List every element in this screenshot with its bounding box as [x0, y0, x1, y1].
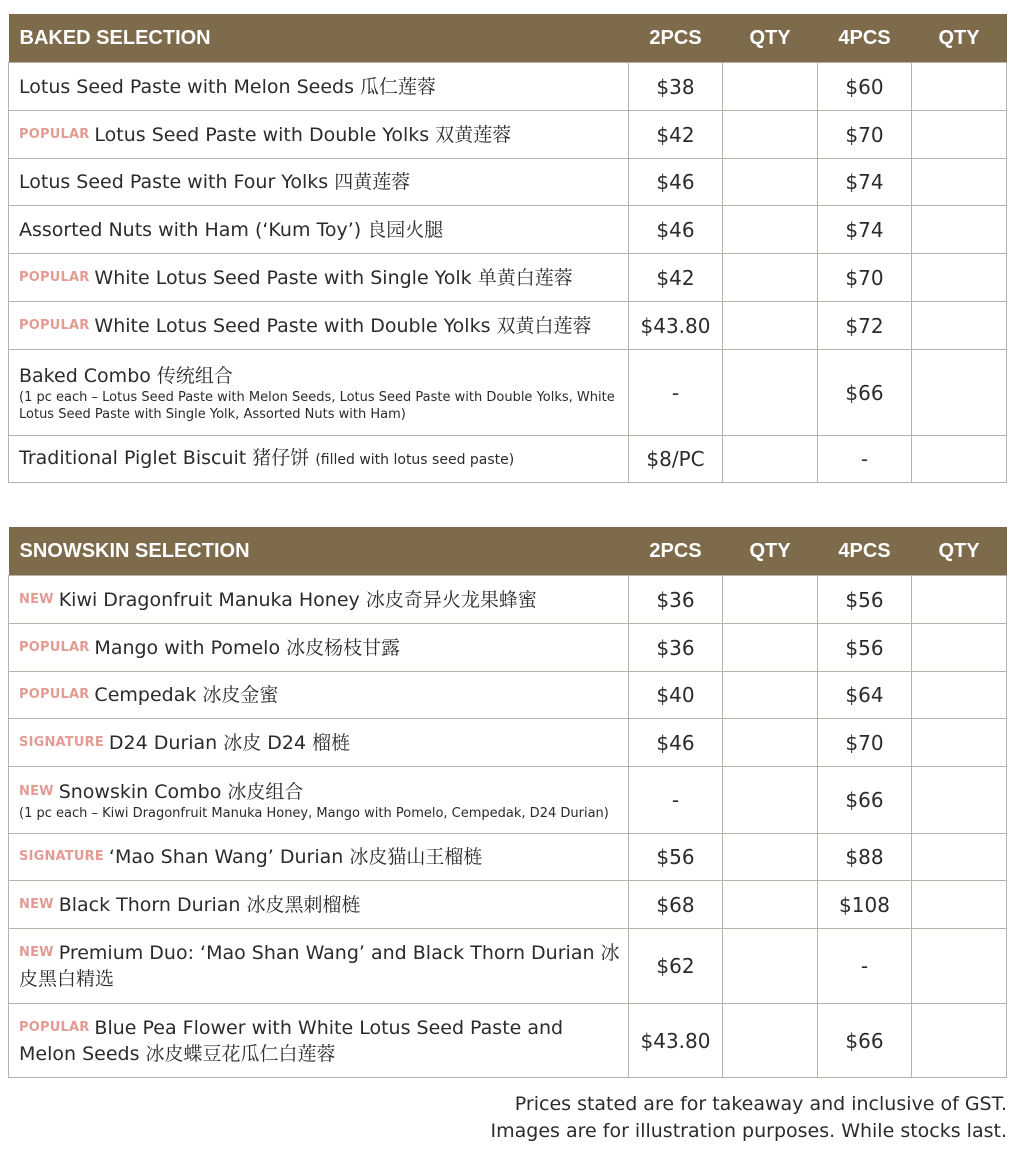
item-name: Premium Duo: ‘Mao Shan Wang’ and Black Thorn Durian 冰皮黑白精选: [19, 942, 620, 990]
price-2pcs: $42: [629, 254, 723, 302]
qty-2pcs-field[interactable]: [723, 350, 818, 436]
item-name-cell: [9, 834, 629, 881]
table-row: [9, 302, 1007, 350]
price-2pcs: $43.80: [629, 302, 723, 350]
item-name-cell: [9, 672, 629, 719]
qty-2pcs-field[interactable]: [723, 929, 818, 1004]
qty-2pcs-field[interactable]: [723, 672, 818, 719]
qty-2pcs-field[interactable]: [723, 63, 818, 111]
table-row: [9, 436, 1007, 483]
price-2pcs: $38: [629, 63, 723, 111]
table-row: [9, 63, 1007, 111]
price-2pcs: $68: [629, 881, 723, 929]
popular-badge: POPULAR: [19, 269, 90, 285]
table-row: [9, 624, 1007, 672]
qty-4pcs-field[interactable]: [912, 834, 1007, 881]
snowskin-col-2pcs: 2PCS: [629, 527, 723, 576]
qty-4pcs-field[interactable]: [912, 719, 1007, 767]
baked-col-2pcs: 2PCS: [629, 14, 723, 63]
table-row: [9, 672, 1007, 719]
qty-2pcs-field[interactable]: [723, 206, 818, 254]
new-badge: NEW: [19, 945, 54, 960]
price-2pcs: $46: [629, 206, 723, 254]
popular-badge: POPULAR: [19, 126, 90, 142]
table-row: [9, 159, 1007, 206]
table-row: [9, 719, 1007, 767]
baked-section-title: BAKED SELECTION: [9, 14, 629, 63]
qty-4pcs-field[interactable]: [912, 350, 1007, 436]
snowskin-col-qty-4pcs: QTY: [912, 527, 1007, 576]
item-name: Cempedak 冰皮金蜜: [94, 684, 279, 706]
snowskin-section-title: SNOWSKIN SELECTION: [9, 527, 629, 576]
table-row: [9, 767, 1007, 834]
table-row: [9, 254, 1007, 302]
price-2pcs: $36: [629, 624, 723, 672]
item-name-cell: [9, 159, 629, 206]
price-2pcs: -: [629, 350, 723, 436]
item-name-cell: [9, 929, 629, 1004]
price-4pcs: $74: [818, 159, 912, 206]
qty-2pcs-field[interactable]: [723, 576, 818, 624]
item-description: (1 pc each – Lotus Seed Paste with Melon Seeds, Lotus Seed Paste with Double Yolks, White Lotus Seed Paste with Single Yolk, Assorted Nuts with Ham): [19, 389, 615, 422]
baked-header-row: [9, 14, 1007, 63]
qty-4pcs-field[interactable]: [912, 436, 1007, 483]
item-name-cell: [9, 624, 629, 672]
price-4pcs: -: [818, 436, 912, 483]
popular-badge: POPULAR: [19, 687, 90, 702]
qty-2pcs-field[interactable]: [723, 624, 818, 672]
qty-4pcs-field[interactable]: [912, 302, 1007, 350]
qty-4pcs-field[interactable]: [912, 672, 1007, 719]
price-2pcs: $36: [629, 576, 723, 624]
price-4pcs: $70: [818, 254, 912, 302]
item-name: Traditional Piglet Biscuit 猪仔饼: [19, 447, 310, 469]
item-name: ‘Mao Shan Wang’ Durian 冰皮猫山王榴梿: [108, 846, 483, 868]
price-4pcs: $70: [818, 111, 912, 159]
price-4pcs: $108: [818, 881, 912, 929]
item-name: Black Thorn Durian 冰皮黑刺榴梿: [58, 893, 361, 916]
qty-2pcs-field[interactable]: [723, 1004, 818, 1078]
qty-2pcs-field[interactable]: [723, 436, 818, 483]
price-4pcs: $56: [818, 576, 912, 624]
qty-2pcs-field[interactable]: [723, 767, 818, 834]
item-description: (filled with lotus seed paste): [315, 452, 515, 468]
item-name: White Lotus Seed Paste with Single Yolk 单黄白莲蓉: [94, 266, 573, 289]
snowskin-selection-table: [8, 527, 1007, 1078]
item-name: Lotus Seed Paste with Melon Seeds 瓜仁莲蓉: [19, 75, 437, 98]
item-name: Kiwi Dragonfruit Manuka Honey 冰皮奇异火龙果蜂蜜: [58, 588, 537, 611]
item-name: Assorted Nuts with Ham (‘Kum Toy’) 良园火腿: [19, 218, 444, 241]
price-2pcs: $46: [629, 159, 723, 206]
price-2pcs: $40: [629, 672, 723, 719]
signature-badge: SIGNATURE: [19, 734, 104, 750]
popular-badge: POPULAR: [19, 317, 90, 333]
qty-4pcs-field[interactable]: [912, 624, 1007, 672]
price-2pcs: $46: [629, 719, 723, 767]
qty-4pcs-field[interactable]: [912, 929, 1007, 1004]
qty-4pcs-field[interactable]: [912, 254, 1007, 302]
item-name-cell: [9, 206, 629, 254]
price-2pcs: $42: [629, 111, 723, 159]
price-4pcs: $66: [818, 767, 912, 834]
item-name-cell: [9, 719, 629, 767]
item-description: (1 pc each – Kiwi Dragonfruit Manuka Honey, Mango with Pomelo, Cempedak, D24 Durian): [19, 805, 609, 821]
item-name: Mango with Pomelo 冰皮杨枝甘露: [94, 636, 401, 659]
price-4pcs: $66: [818, 1004, 912, 1078]
baked-col-4pcs: 4PCS: [818, 14, 912, 63]
item-name-cell: [9, 350, 629, 436]
table-row: [9, 1004, 1007, 1078]
qty-2pcs-field[interactable]: [723, 302, 818, 350]
baked-col-qty-4pcs: QTY: [912, 14, 1007, 63]
qty-4pcs-field[interactable]: [912, 767, 1007, 834]
item-name-cell: [9, 254, 629, 302]
illustration-disclaimer: Images are for illustration purposes. While stocks last.: [490, 1120, 1007, 1142]
item-name-cell: [9, 1004, 629, 1078]
qty-2pcs-field[interactable]: [723, 834, 818, 881]
table-row: [9, 111, 1007, 159]
table-row: [9, 881, 1007, 929]
table-row: [9, 576, 1007, 624]
price-2pcs: -: [629, 767, 723, 834]
qty-4pcs-field[interactable]: [912, 63, 1007, 111]
item-name-cell: [9, 436, 629, 483]
item-name-cell: [9, 767, 629, 834]
qty-2pcs-field[interactable]: [723, 719, 818, 767]
price-4pcs: $66: [818, 350, 912, 436]
new-badge: NEW: [19, 591, 54, 607]
qty-4pcs-field[interactable]: [912, 159, 1007, 206]
price-2pcs: $8/PC: [629, 436, 723, 483]
item-name: Lotus Seed Paste with Four Yolks 四黄莲蓉: [19, 171, 411, 193]
item-name-cell: [9, 111, 629, 159]
price-4pcs: $72: [818, 302, 912, 350]
baked-col-qty-2pcs: QTY: [723, 14, 818, 63]
price-2pcs: $43.80: [629, 1004, 723, 1078]
item-name: Snowskin Combo 冰皮组合: [58, 780, 304, 803]
qty-2pcs-field[interactable]: [723, 111, 818, 159]
qty-4pcs-field[interactable]: [912, 206, 1007, 254]
price-4pcs: $56: [818, 624, 912, 672]
baked-selection-table: [8, 14, 1007, 483]
price-2pcs: $56: [629, 834, 723, 881]
price-4pcs: $88: [818, 834, 912, 881]
table-row: [9, 929, 1007, 1004]
item-name-cell: [9, 302, 629, 350]
item-name-cell: [9, 576, 629, 624]
table-row: [9, 350, 1007, 436]
item-name-cell: [9, 63, 629, 111]
new-badge: NEW: [19, 783, 54, 799]
item-name: Blue Pea Flower with White Lotus Seed Paste and Melon Seeds 冰皮蝶豆花瓜仁白莲蓉: [19, 1016, 564, 1065]
qty-4pcs-field[interactable]: [912, 881, 1007, 929]
item-name: Baked Combo 传统组合: [19, 364, 233, 387]
price-4pcs: $70: [818, 719, 912, 767]
footer-notes: [491, 1091, 1007, 1145]
qty-2pcs-field[interactable]: [723, 254, 818, 302]
qty-2pcs-field[interactable]: [723, 159, 818, 206]
snowskin-col-qty-2pcs: QTY: [723, 527, 818, 576]
qty-2pcs-field[interactable]: [723, 881, 818, 929]
item-name: White Lotus Seed Paste with Double Yolks 双黄白莲蓉: [94, 314, 592, 337]
price-4pcs: $64: [818, 672, 912, 719]
snowskin-col-4pcs: 4PCS: [818, 527, 912, 576]
price-2pcs: $62: [629, 929, 723, 1004]
price-4pcs: -: [818, 929, 912, 1004]
price-4pcs: $74: [818, 206, 912, 254]
table-row: [9, 834, 1007, 881]
item-name-cell: [9, 881, 629, 929]
qty-4pcs-field[interactable]: [912, 576, 1007, 624]
signature-badge: SIGNATURE: [19, 849, 104, 864]
popular-badge: POPULAR: [19, 1019, 90, 1035]
table-row: [9, 206, 1007, 254]
qty-4pcs-field[interactable]: [912, 1004, 1007, 1078]
item-name: D24 Durian 冰皮 D24 榴梿: [108, 731, 351, 754]
takeaway-gst-note: Prices stated are for takeaway and inclusive of GST.: [514, 1093, 1007, 1115]
snowskin-header-row: [9, 527, 1007, 576]
popular-badge: POPULAR: [19, 639, 90, 655]
price-4pcs: $60: [818, 63, 912, 111]
item-name: Lotus Seed Paste with Double Yolks 双黄莲蓉: [94, 123, 512, 146]
qty-4pcs-field[interactable]: [912, 111, 1007, 159]
new-badge: NEW: [19, 896, 54, 912]
